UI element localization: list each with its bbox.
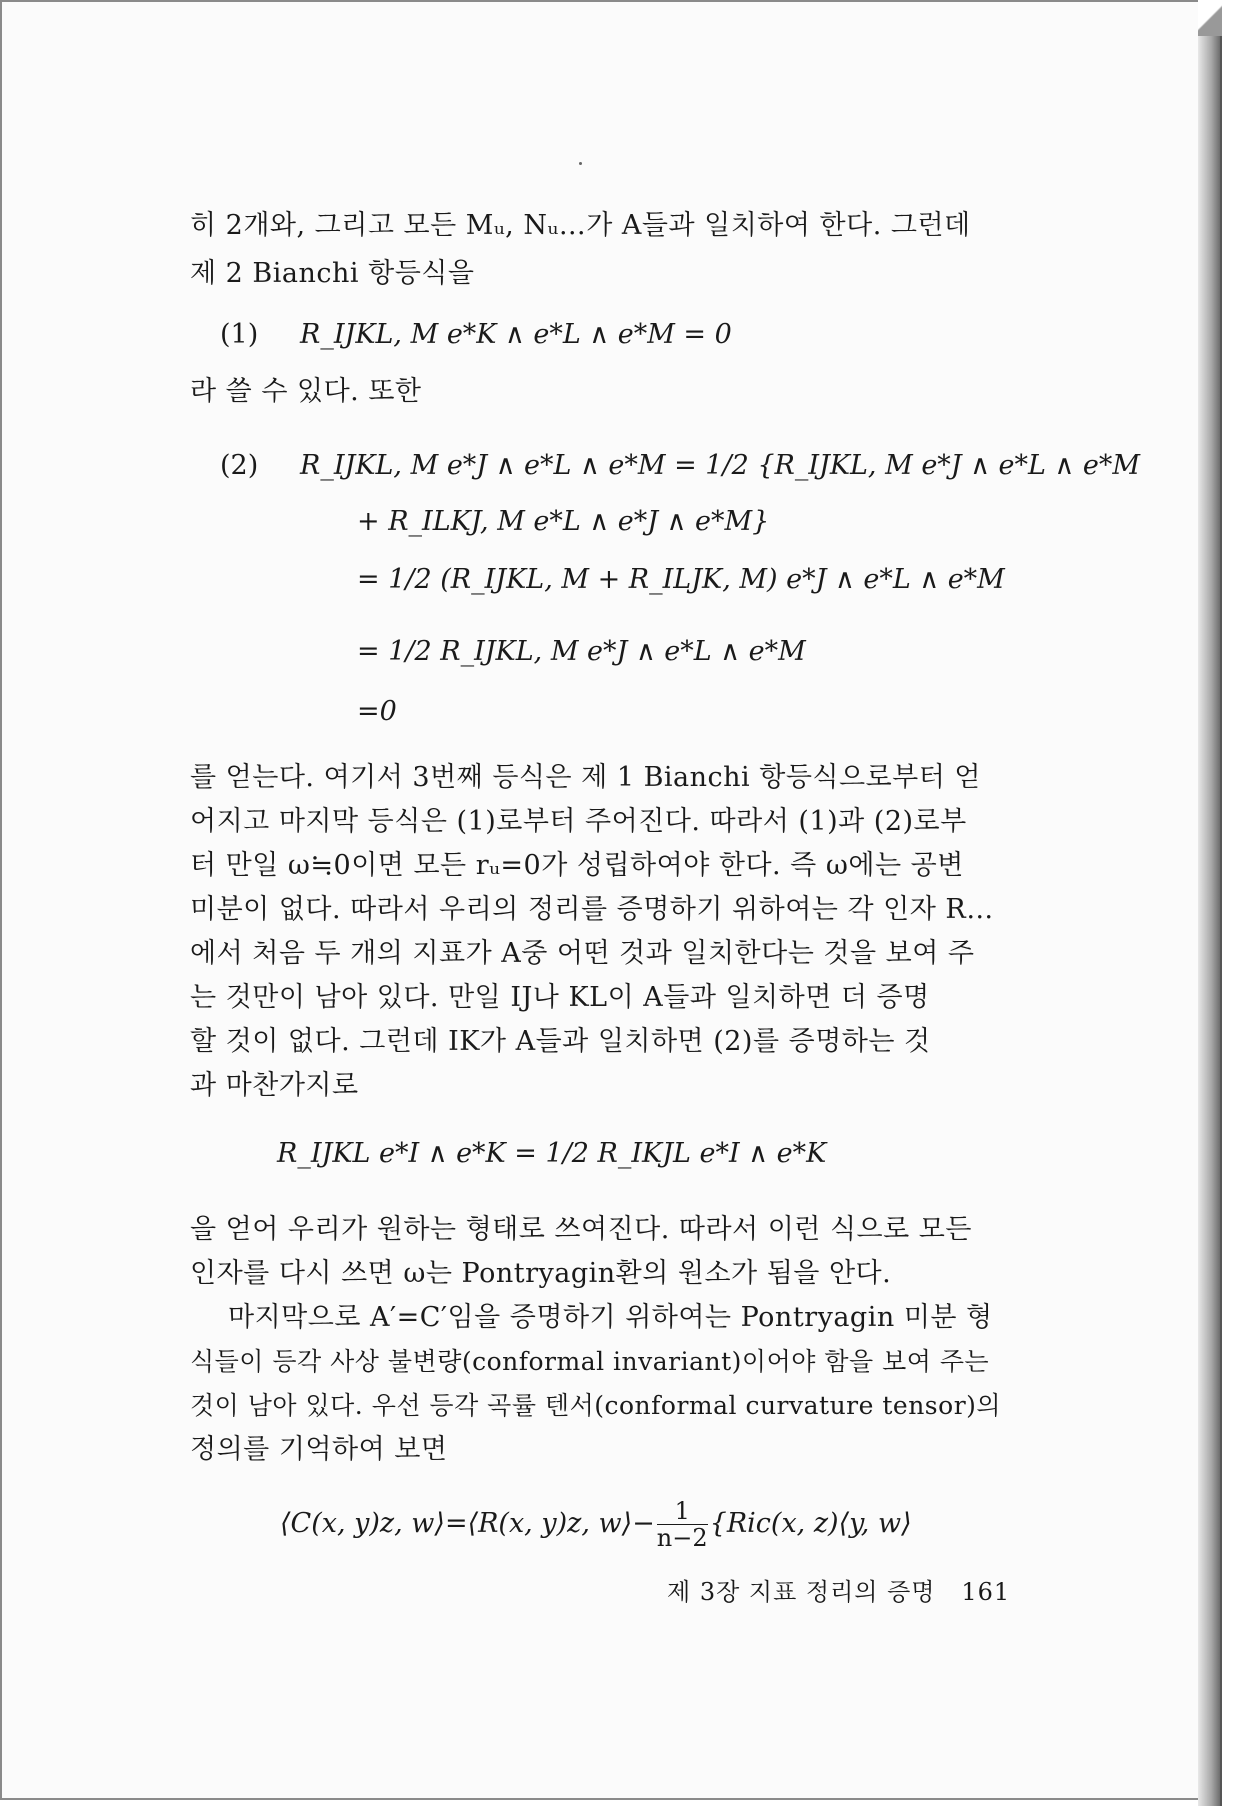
text-line: 제 2 Bianchi 항등식을 [190,258,475,289]
equation-1 [220,315,732,355]
page-curl-corner [1198,0,1222,36]
text-line: 식들이 등각 사상 불변량(conformal invariant)이어야 함을 보여 주는 [190,1347,990,1376]
equation-label: (1) [220,319,259,350]
equation-2-row: = 1/2 (R_IJKL, M + R_ILJK, M) e*J ∧ e*L ∧ e*M [357,564,1005,595]
text-line: 를 얻는다. 여기서 3번째 등식은 제 1 Bianchi 항등식으로부터 얻 [190,762,982,793]
equation-rhs: {Ric(x, z)⟨y, w⟩ [709,1508,912,1539]
fraction-numerator: 1 [657,1498,708,1525]
equation-body: R_IJKL, M e*K ∧ e*L ∧ e*M = 0 [300,319,732,350]
text-line: 인자를 다시 쓰면 ω는 Pontryagin환의 원소가 됨을 안다. [190,1258,892,1289]
text-line: 어지고 마지막 등식은 (1)로부터 주어진다. 따라서 (1)과 (2)로부 [190,806,967,837]
page-footer [667,1572,1010,1607]
text-line: 히 2개와, 그리고 모든 Mᵤ, Nᵤ…가 A들과 일치하여 한다. 그런데 [190,210,971,241]
text-line: 을 얻어 우리가 원하는 형태로 쓰여진다. 따라서 이런 식으로 모든 [190,1214,972,1245]
equation-lhs: ⟨C(x, y)z, w⟩=⟨R(x, y)z, w⟩− [280,1508,655,1539]
page-number: 161 [961,1578,1011,1606]
text-line: 마지막으로 A′=C′임을 증명하기 위하여는 Pontryagin 미분 형 [228,1302,993,1333]
text-line: 터 만일 ω≒0이면 모든 rᵤ=0가 성립하여야 한다. 즉 ω에는 공변 [190,850,964,881]
text-line: 라 쓸 수 있다. 또한 [190,376,422,407]
page-edge-shadow [1198,0,1222,1806]
equation-body: R_IJKL, M e*J ∧ e*L ∧ e*M = 1/2 {R_IJKL, M e*J ∧ e*L ∧ e*M [300,450,1141,481]
equation-2-row: + R_ILKJ, M e*L ∧ e*J ∧ e*M} [357,506,770,537]
text-line: 것이 남아 있다. 우선 등각 곡률 텐서(conformal curvature tensor)의 [190,1391,1002,1420]
text-line: 과 마찬가지로 [190,1070,359,1101]
equation-2-row [220,446,1140,486]
text-line: 는 것만이 남아 있다. 만일 IJ나 KL이 A들과 일치하면 더 증명 [190,982,930,1013]
chapter-title: 제 3장 지표 정리의 증명 [667,1578,936,1606]
equation-label: (2) [220,450,259,481]
fraction-denominator: n−2 [656,1524,708,1552]
text-line: 에서 처음 두 개의 지표가 A중 어떤 것과 일치한다는 것을 보여 주 [190,938,975,969]
fraction [657,1498,708,1551]
text-line: 미분이 없다. 따라서 우리의 정리를 증명하기 위하여는 각 인자 R… [190,894,994,925]
text-line: 정의를 기억하여 보면 [190,1434,448,1465]
speck [579,162,582,165]
text-line: 할 것이 없다. 그런데 IK가 A들과 일치하면 (2)를 증명하는 것 [190,1026,931,1057]
equation-2-row: =0 [357,696,397,727]
equation-2-row: = 1/2 R_IJKL, M e*J ∧ e*L ∧ e*M [357,636,806,667]
equation-4 [280,1498,912,1551]
equation-3: R_IJKL e*I ∧ e*K = 1/2 R_IKJL e*I ∧ e*K [277,1138,827,1169]
